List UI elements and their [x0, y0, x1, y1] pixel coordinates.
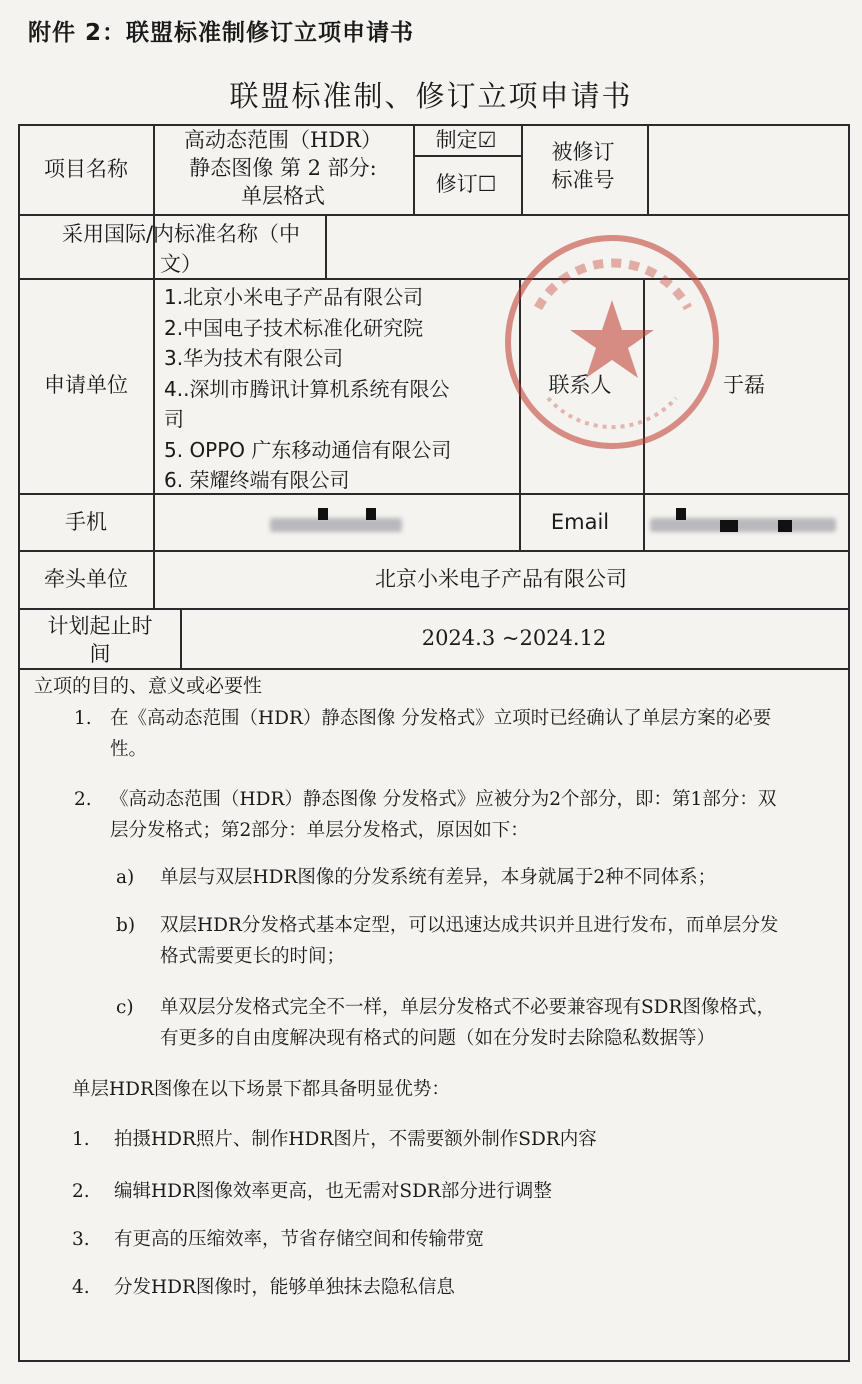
purpose-line: 性。: [110, 739, 148, 760]
applicant-item: 1.北京小米电子产品有限公司: [164, 285, 424, 309]
applicant-item: 2.中国电子技术标准化研究院: [164, 315, 424, 340]
purpose-item: [110, 784, 840, 846]
advantage-item: 有更高的压缩效率，节省存储空间和传输带宽: [114, 1229, 485, 1250]
advantage-num: 2.: [72, 1181, 90, 1202]
revised-std-no-line: 被修订: [551, 140, 615, 164]
intl-std-name-label: [36, 219, 326, 279]
applicant-label: 申请单位: [44, 373, 128, 397]
mobile-redacted: [270, 506, 410, 536]
revised-std-no-label: [521, 138, 645, 194]
lead-unit-value: 北京小米电子产品有限公司: [375, 567, 627, 591]
redaction-block: [366, 508, 376, 520]
purpose-item: [110, 703, 840, 765]
purpose-item-num: 2.: [74, 789, 92, 810]
col-divider: [647, 126, 649, 214]
applicant-list: [164, 282, 451, 496]
redaction-blur: [650, 518, 836, 532]
sub-item: [160, 862, 840, 893]
purpose-line: 在《高动态范围（HDR）静态图像 分发格式》立项时已经确认了单层方案的必要: [110, 708, 772, 729]
contact-label: 联系人: [548, 373, 612, 397]
project-name-label: 项目名称: [44, 157, 128, 181]
contact-value: 于磊: [723, 373, 765, 397]
sub-item-line: 有更多的自由度解决现有格式的问题（如在分发时去除隐私数据等）: [160, 1028, 716, 1049]
purpose-line: 《高动态范围（HDR）静态图像 分发格式》应被分为2个部分，即：第1部分：双: [110, 789, 777, 810]
project-name-line: 高动态范围（HDR）: [184, 128, 382, 152]
row-divider: [20, 214, 848, 216]
redaction-block: [720, 520, 738, 532]
sub-item-line: 单层与双层HDR图像的分发系统有差异，本身就属于2种不同体系；: [160, 867, 717, 888]
advantage-num: 4.: [72, 1277, 90, 1298]
applicant-item: 5. OPPO 广东移动通信有限公司: [164, 437, 452, 462]
plan-label: [24, 612, 176, 668]
sub-item-num: b): [116, 915, 136, 936]
sub-item-num: c): [116, 997, 134, 1018]
plan-label-line: 间: [89, 642, 111, 666]
redaction-block: [318, 508, 328, 520]
sub-item-line: 单双层分发格式完全不一样，单层分发格式不必要兼容现有SDR图像格式，: [160, 997, 775, 1018]
revised-std-no-line: 标准号: [551, 168, 615, 192]
project-name-line: 单层格式: [241, 184, 325, 208]
project-name-line: 静态图像 第 2 部分:: [189, 156, 377, 180]
redaction-block: [676, 508, 686, 520]
advantage-num: 1.: [72, 1129, 90, 1150]
lead-unit-label: 牵头单位: [44, 567, 128, 591]
redaction-blur: [270, 518, 402, 532]
purpose-item-num: 1.: [74, 708, 92, 729]
formulate-checkbox[interactable]: 制定☑: [435, 128, 497, 152]
email-redacted: [650, 506, 840, 536]
project-name-value: [154, 126, 412, 212]
row-divider: [20, 668, 848, 670]
purpose-heading: 立项的目的、意义或必要性: [34, 675, 263, 697]
advantage-item: 拍摄HDR照片、制作HDR图片，不需要额外制作SDR内容: [114, 1129, 597, 1150]
advantage-heading: 单层HDR图像在以下场景下都具备明显优势：: [72, 1079, 450, 1100]
applicant-item: 3.华为技术有限公司: [164, 346, 344, 370]
sub-item: [160, 992, 840, 1054]
advantage-item: 分发HDR图像时，能够单独抹去隐私信息: [114, 1277, 455, 1298]
purpose-line: 层分发格式；第2部分：单层分发格式，原因如下：: [110, 820, 529, 841]
mobile-label: 手机: [65, 510, 107, 534]
intl-std-name-line: 采用国际/内标准名称（中: [61, 222, 301, 246]
sub-item-num: a): [116, 867, 135, 888]
col-divider: [153, 278, 155, 550]
advantage-num: 3.: [72, 1229, 90, 1250]
advantage-item: 编辑HDR图像效率更高，也无需对SDR部分进行调整: [114, 1181, 552, 1202]
plan-label-line: 计划起止时: [47, 614, 153, 638]
sub-item-line: 格式需要更长的时间；: [160, 946, 346, 967]
revise-checkbox[interactable]: 修订☐: [435, 171, 497, 196]
email-label: Email: [550, 510, 610, 534]
intl-std-name-line: 文）: [160, 252, 202, 276]
redaction-block: [778, 520, 792, 532]
attachment-label: 附件 2：联盟标准制修订立项申请书: [28, 20, 415, 46]
applicant-item: 4..深圳市腾讯计算机系统有限公: [164, 376, 450, 401]
plan-value: 2024.3 ~2024.12: [421, 626, 607, 650]
document-title: 联盟标准制、修订立项申请书: [229, 79, 633, 113]
sub-item-line: 双层HDR分发格式基本定型，可以迅速达成共识并且进行发布，而单层分发: [160, 915, 779, 936]
sub-item: [160, 910, 840, 972]
applicant-item: 司: [164, 407, 184, 431]
applicant-item: 6. 荣耀终端有限公司: [164, 468, 350, 492]
